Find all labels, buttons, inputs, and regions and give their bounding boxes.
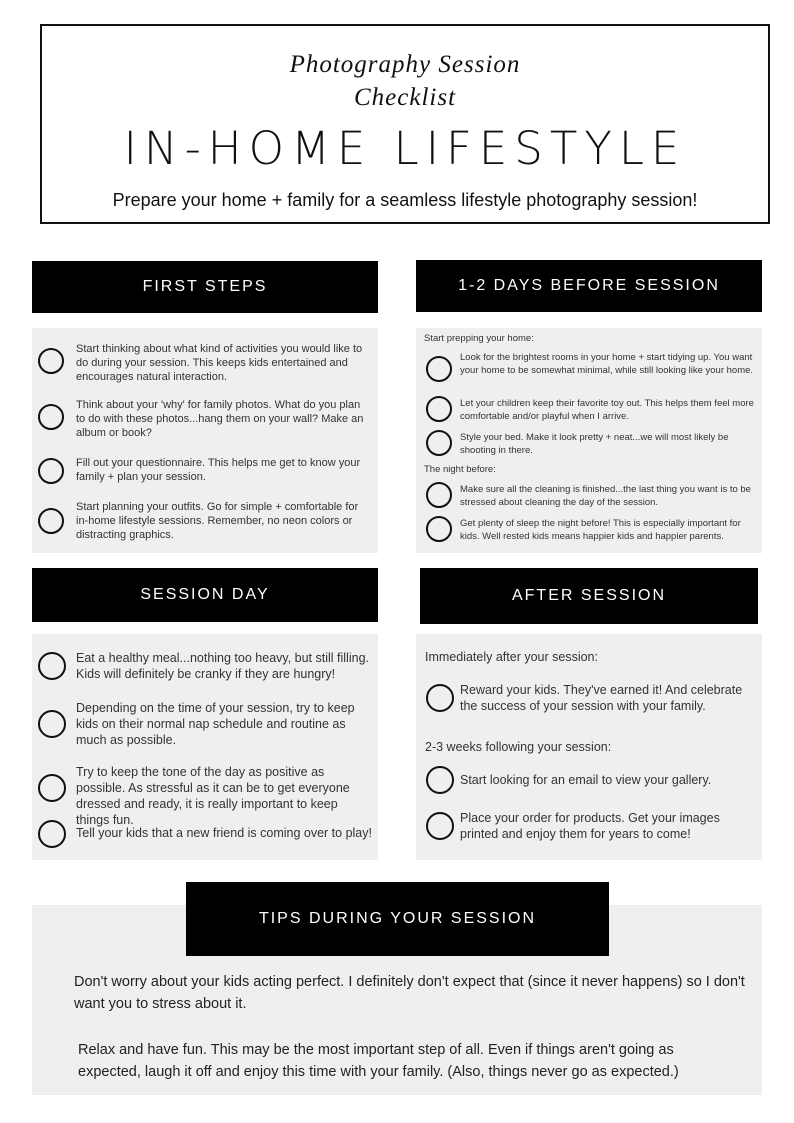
checklist-item[interactable] — [422, 398, 756, 428]
subtitle-line-1: Photography Session — [289, 51, 521, 78]
checklist-item[interactable] — [422, 484, 756, 514]
checklist-item[interactable] — [38, 764, 372, 827]
checkbox-circle-icon[interactable] — [426, 356, 452, 382]
item-text: Reward your kids. They've earned it! And celebrate the success of your session with your family. — [460, 683, 743, 713]
item-text: Tell your kids that a new friend is coming over to play! — [76, 826, 372, 840]
checklist-item[interactable] — [38, 398, 372, 442]
checkbox-circle-icon[interactable] — [426, 766, 454, 794]
checkbox-circle-icon[interactable] — [38, 774, 66, 802]
checkbox-circle-icon[interactable] — [426, 684, 454, 712]
item-text: Fill out your questionnaire. This helps me get to know your family + plan your session. — [76, 457, 361, 483]
page-title: IN-HOME LIFESTYLE — [123, 122, 687, 175]
item-text: Eat a healthy meal...nothing too heavy, but still filling. Kids will definitely be cranky if they are hungry! — [76, 651, 369, 681]
tagline: Prepare your home + family for a seamless lifestyle photography session! — [112, 190, 698, 210]
checklist-item[interactable] — [38, 650, 372, 684]
section-label: Immediately after your session: — [425, 650, 598, 664]
tips-heading: TIPS DURING YOUR SESSION — [186, 882, 609, 956]
checklist-item[interactable] — [422, 432, 756, 462]
first-steps-panel — [32, 328, 378, 553]
checklist-item[interactable] — [422, 810, 756, 846]
checklist-item[interactable] — [38, 342, 372, 386]
checklist-item[interactable] — [422, 766, 756, 798]
checkbox-circle-icon[interactable] — [38, 710, 66, 738]
checkbox-circle-icon[interactable] — [426, 482, 452, 508]
item-text: Make sure all the cleaning is finished...the last thing you want is to be stressed about cleaning the day of the session. — [460, 484, 751, 508]
section-label: The night before: — [424, 464, 496, 475]
item-text: Place your order for products. Get your images printed and enjoy them for years to come! — [460, 811, 720, 841]
checkbox-circle-icon[interactable] — [38, 458, 64, 484]
header-box — [40, 24, 770, 224]
session-day-heading: SESSION DAY — [32, 568, 378, 622]
checklist-item[interactable] — [422, 518, 756, 548]
checklist-item[interactable] — [38, 456, 372, 486]
tip-paragraph: Don't worry about your kids acting perfect. I definitely don't expect that (since it never happens) so I don't want you to stress about it. — [74, 974, 745, 1012]
item-text: Let your children keep their favorite toy out. This helps them feel more comfortable and/or playful when I arrive. — [460, 398, 754, 422]
checkbox-circle-icon[interactable] — [426, 812, 454, 840]
after-session-heading: AFTER SESSION — [420, 568, 758, 624]
item-text: Style your bed. Make it look pretty + neat...we will most likely be shooting in there. — [460, 432, 729, 456]
item-text: Get plenty of sleep the night before! This is especially important for kids. Well rested kids means happier kids and happier parents. — [460, 518, 741, 542]
session-day-panel — [32, 634, 378, 860]
page-subtitle — [42, 48, 768, 114]
item-text: Start thinking about what kind of activities you would like to do during your session. This keeps kids entertained and encourages natural interaction. — [76, 343, 363, 383]
days-before-heading: 1-2 DAYS BEFORE SESSION — [416, 260, 762, 312]
checkbox-circle-icon[interactable] — [426, 430, 452, 456]
checkbox-circle-icon[interactable] — [426, 396, 452, 422]
checkbox-circle-icon[interactable] — [38, 820, 66, 848]
section-label: Start prepping your home: — [424, 333, 534, 344]
first-steps-heading: FIRST STEPS — [32, 261, 378, 313]
checkbox-circle-icon[interactable] — [38, 508, 64, 534]
checkbox-circle-icon[interactable] — [426, 516, 452, 542]
checkbox-circle-icon[interactable] — [38, 348, 64, 374]
after-session-panel — [416, 634, 762, 860]
checkbox-circle-icon[interactable] — [38, 652, 66, 680]
subtitle-line-2: Checklist — [353, 84, 457, 111]
item-text: Start looking for an email to view your gallery. — [460, 773, 712, 787]
tip-paragraph: Relax and have fun. This may be the most important step of all. Even if things aren't going as expected, laugh it off and enjoy this time with your family. (Also, things never go as expected.) — [78, 1042, 679, 1080]
item-text: Try to keep the tone of the day as positive as possible. As stressful as it can be to get everyone dressed and ready, it is really important to keep things fun. — [76, 765, 350, 827]
item-text: Think about your 'why' for family photos. What do you plan to do with these photos...hang them on your wall? Make an album or book? — [76, 399, 364, 439]
checklist-item[interactable] — [38, 700, 372, 750]
checklist-item[interactable] — [38, 820, 372, 850]
checkbox-circle-icon[interactable] — [38, 404, 64, 430]
days-before-panel — [416, 328, 762, 553]
item-text: Start planning your outfits. Go for simple + comfortable for in-home lifestyle sessions. Remember, no neon colors or distracting graphics. — [76, 501, 359, 541]
checklist-item[interactable] — [38, 500, 372, 544]
checklist-item[interactable] — [422, 352, 756, 392]
item-text: Look for the brightest rooms in your home + start tidying up. You want your home to be somewhat minimal, while still looking like your home. — [460, 352, 754, 376]
section-label: 2-3 weeks following your session: — [425, 740, 612, 754]
checklist-item[interactable] — [422, 682, 756, 722]
item-text: Depending on the time of your session, try to keep kids on their normal nap schedule and routine as much as possible. — [76, 701, 355, 747]
